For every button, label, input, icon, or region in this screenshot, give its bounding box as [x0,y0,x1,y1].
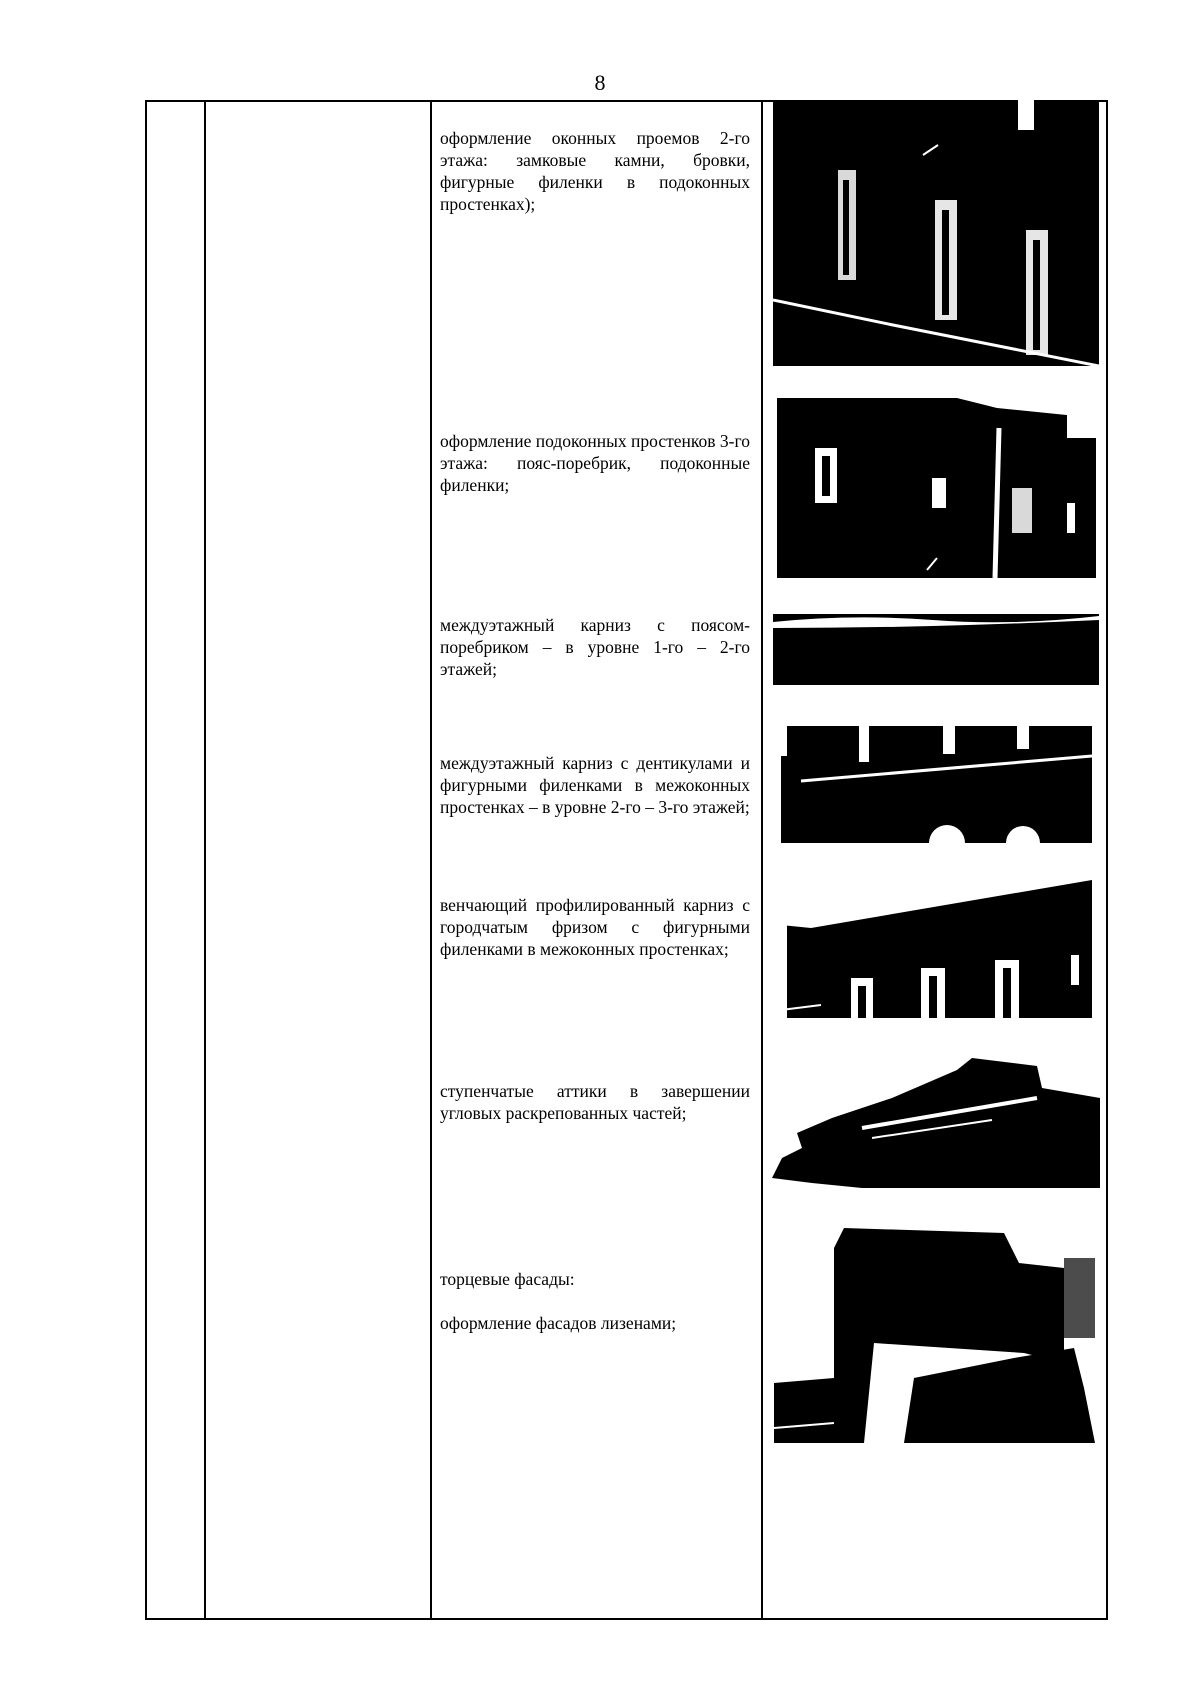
element-description: междуэтажный карниз с дентикулами и фигурными филенками в межоконных простенках – в уровне 2-го – 3-го этажей; [440,753,750,817]
column-divider [204,102,206,1618]
element-description: оформление оконных проемов 2-го этажа: замковые камни, бровки, фигурные филенки в подоконных простенках); [440,128,750,214]
end-facade-photo [774,1228,1095,1443]
element-description: оформление подоконных простенков 3-го этажа: пояс-поребрик, подоконные филенки; [440,431,750,495]
facade-windows-photo [773,100,1099,366]
column-divider [430,102,432,1618]
crowning-cornice-photo [781,880,1092,1018]
column-divider [761,102,763,1618]
page-number: 8 [594,70,606,95]
element-description: венчающий профилированный карниз с городчатым фризом с фигурными филенками в межоконных простенках; [440,895,750,959]
element-description: торцевые фасады: [440,1269,575,1289]
facade-sill-panels-photo [777,398,1096,578]
element-description: оформление фасадов лизенами; [440,1313,677,1333]
stepped-attic-photo [772,1058,1100,1188]
element-description: ступенчатые аттики в завершении угловых раскрепованных частей; [440,1081,750,1123]
element-description: междуэтажный карниз с поясом-поребриком – в уровне 1-го – 2-го этажей; [440,615,750,679]
cornice-dentils-photo [781,716,1092,843]
cornice-strip-photo [773,606,1099,685]
